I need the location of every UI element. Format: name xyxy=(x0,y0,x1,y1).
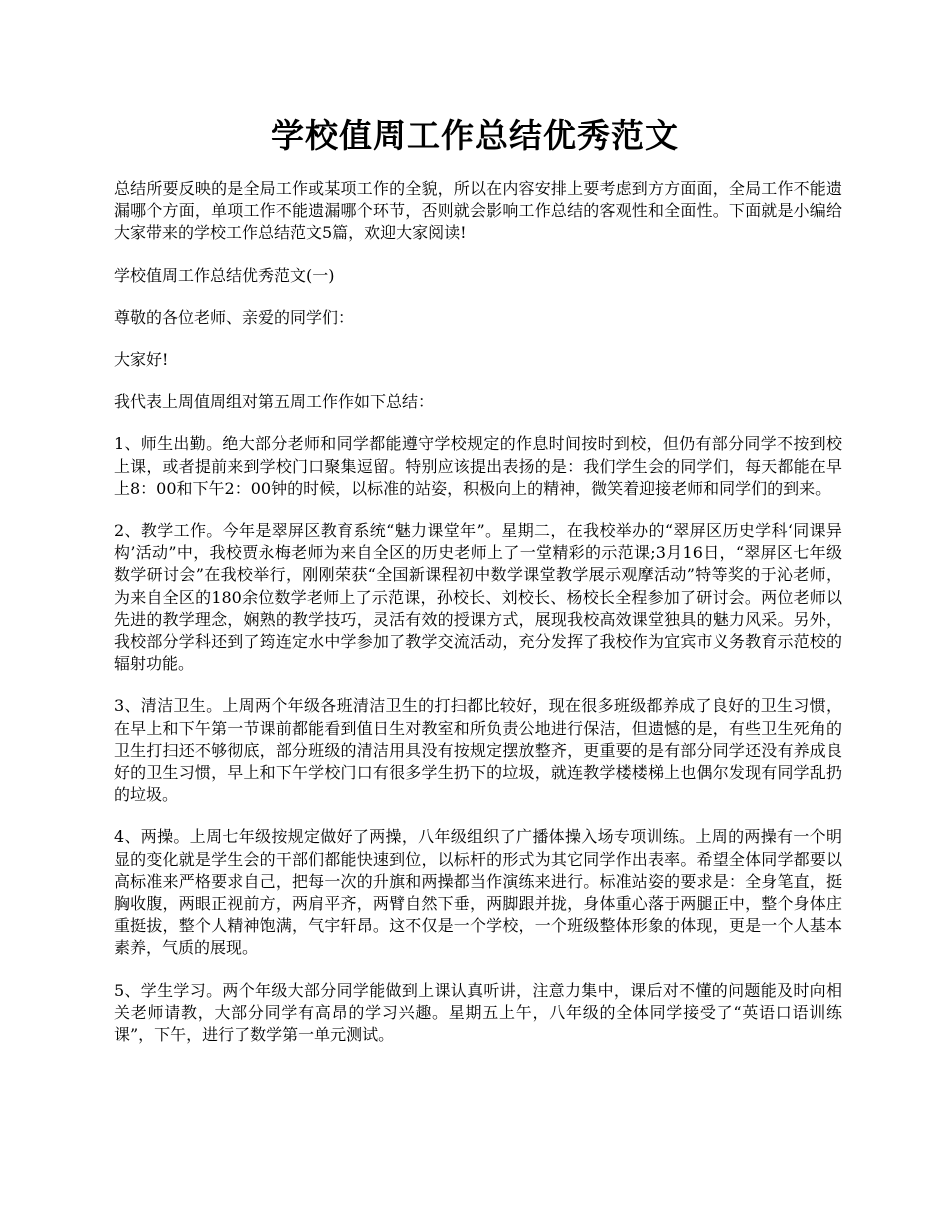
section-heading: 学校值周工作总结优秀范文(一) xyxy=(114,265,335,285)
hygiene-paragraph: 3、清洁卫生。上周两个年级各班清洁卫生的打扫都比较好，现在很多班级都养成了良好的卫生习惯，在早上和下午第一节课前都能看到值日生对教室和所负责公地进行保洁，但遗憾的是，有些卫生死角的卫生打扫还不够彻底，部分班级的清洁用具没有按规定摆放整齐，更重要的是有部分同学还没有养成良好的卫生习惯，早上和下午学校门口有很多学生扔下的垃圾，就连教学楼楼梯上也偶尔发现有同学乱扔的垃圾。 xyxy=(114,696,842,805)
teaching-paragraph: 2、教学工作。今年是翠屏区教育系统“魅力课堂年”。星期二，在我校举办的“翠屏区历史学科‘同课异构’活动”中，我校贾永梅老师为来自全区的历史老师上了一堂精彩的示范课;3月16日，“翠屏区七年级数学研讨会”在我校举行，刚刚荣获“全国新课程初中数学课堂教学展示观摩活动”特等奖的于沁老师，为来自全区的180余位数学老师上了示范课，孙校长、刘校长、杨校长全程参加了研讨会。两位老师以先进的教学理念，娴熟的教学技巧，灵活有效的授课方式，展现我校高效课堂独具的魅力风采。另外，我校部分学科还到了筠连定水中学参加了教学交流活动，充分发挥了我校作为宜宾市义务教育示范校的辐射功能。 xyxy=(114,521,842,674)
greeting: 大家好! xyxy=(114,350,169,370)
intro-paragraph: 总结所要反映的是全局工作或某项工作的全貌，所以在内容安排上要考虑到方方面面，全局工作不能遗漏哪个方面，单项工作不能遗漏哪个环节，否则就会影响工作总结的客观性和全面性。下面就是小编给大家带来的学校工作总结范文5篇，欢迎大家阅读! xyxy=(114,179,842,243)
attendance-paragraph: 1、师生出勤。绝大部分老师和同学都能遵守学校规定的作息时间按时到校，但仍有部分同学不按到校上课，或者提前来到学校门口聚集逗留。特别应该提出表扬的是：我们学生会的同学们，每天都能在早上8：00和下午2：00钟的时候，以标准的站姿，积极向上的精神，微笑着迎接老师和同学们的到来。 xyxy=(114,434,842,498)
study-paragraph: 5、学生学习。两个年级大部分同学能做到上课认真听讲，注意力集中，课后对不懂的问题能及时向相关老师请教，大部分同学有高昂的学习兴趣。星期五上午，八年级的全体同学接受了“英语口语训练课”，下午，进行了数学第一单元测试。 xyxy=(114,980,842,1045)
summary-lead: 我代表上周值周组对第五周工作作如下总结： xyxy=(114,392,435,412)
document-body xyxy=(114,178,842,1066)
salutation: 尊敬的各位老师、亲爱的同学们： xyxy=(114,307,355,327)
exercise-paragraph: 4、两操。上周七年级按规定做好了两操，八年级组织了广播体操入场专项训练。上周的两操有一个明显的变化就是学生会的干部们都能快速到位，以标杆的形式为其它同学作出表率。希望全体同学都要以高标准来严格要求自己，把每一次的升旗和两操都当作演练来进行。标准站姿的要求是：全身笔直，挺胸收腹，两眼正视前方，两肩平齐，两臂自然下垂，两脚跟并拢，身体重心落于两腿正中，整个身体庄重挺拔，整个人精神饱满，气宇轩昂。这不仅是一个学校，一个班级整体形象的体现，更是一个人基本素养，气质的展现。 xyxy=(114,827,842,958)
document-title: 学校值周工作总结优秀范文 xyxy=(271,116,679,155)
